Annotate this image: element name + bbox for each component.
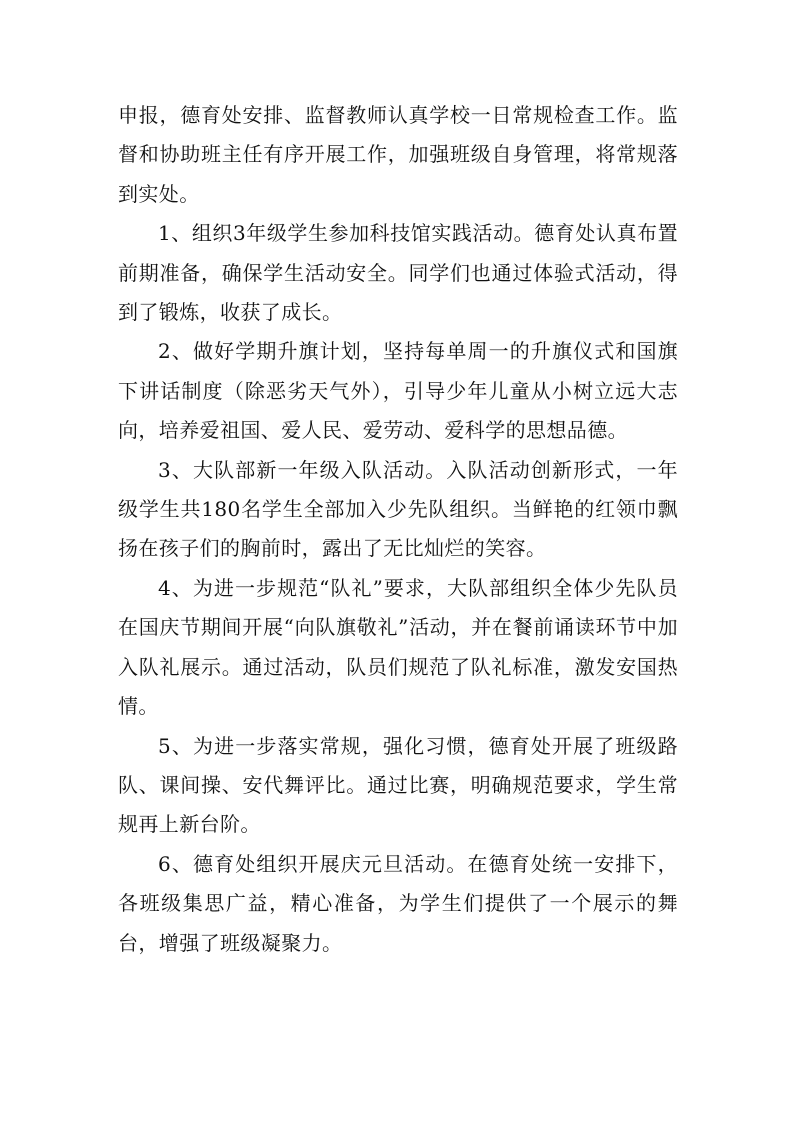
paragraph-item-6: 6、德育处组织开展庆元旦活动。在德育处统一安排下，各班级集思广益，精心准备，为学生们提供了一个展示的舞台，增强了班级凝聚力。 [118, 851, 678, 955]
paragraph-item-1: 1、组织3年级学生参加科技馆实践活动。德育处认真布置前期准备，确保学生活动安全。同学们也通过体验式活动，得到了锻炼，收获了成长。 [118, 221, 678, 325]
paragraph-item-4: 4、为进一步规范“队礼”要求，大队部组织全体少先队员在国庆节期间开展“向队旗敬礼”活动，并在餐前诵读环节中加入队礼展示。通过活动，队员们规范了队礼标准，激发安国热情。 [118, 575, 678, 719]
paragraph-item-2: 2、做好学期升旗计划，坚持每单周一的升旗仪式和国旗下讲话制度（除恶劣天气外），引导少年儿童从小树立远大志向，培养爱祖国、爱人民、爱劳动、爱科学的思想品德。 [118, 339, 678, 443]
paragraph-item-5: 5、为进一步落实常规，强化习惯，德育处开展了班级路队、课间操、安代舞评比。通过比赛，明确规范要求，学生常规再上新台阶。 [118, 733, 678, 837]
paragraph-item-3: 3、大队部新一年级入队活动。入队活动创新形式，一年级学生共180名学生全部加入少先队组织。当鲜艳的红领巾飘扬在孩子们的胸前时，露出了无比灿烂的笑容。 [118, 457, 678, 561]
paragraph-continuation: 申报，德育处安排、监督教师认真学校一日常规检查工作。监督和协助班主任有序开展工作，加强班级自身管理，将常规落到实处。 [118, 103, 678, 206]
